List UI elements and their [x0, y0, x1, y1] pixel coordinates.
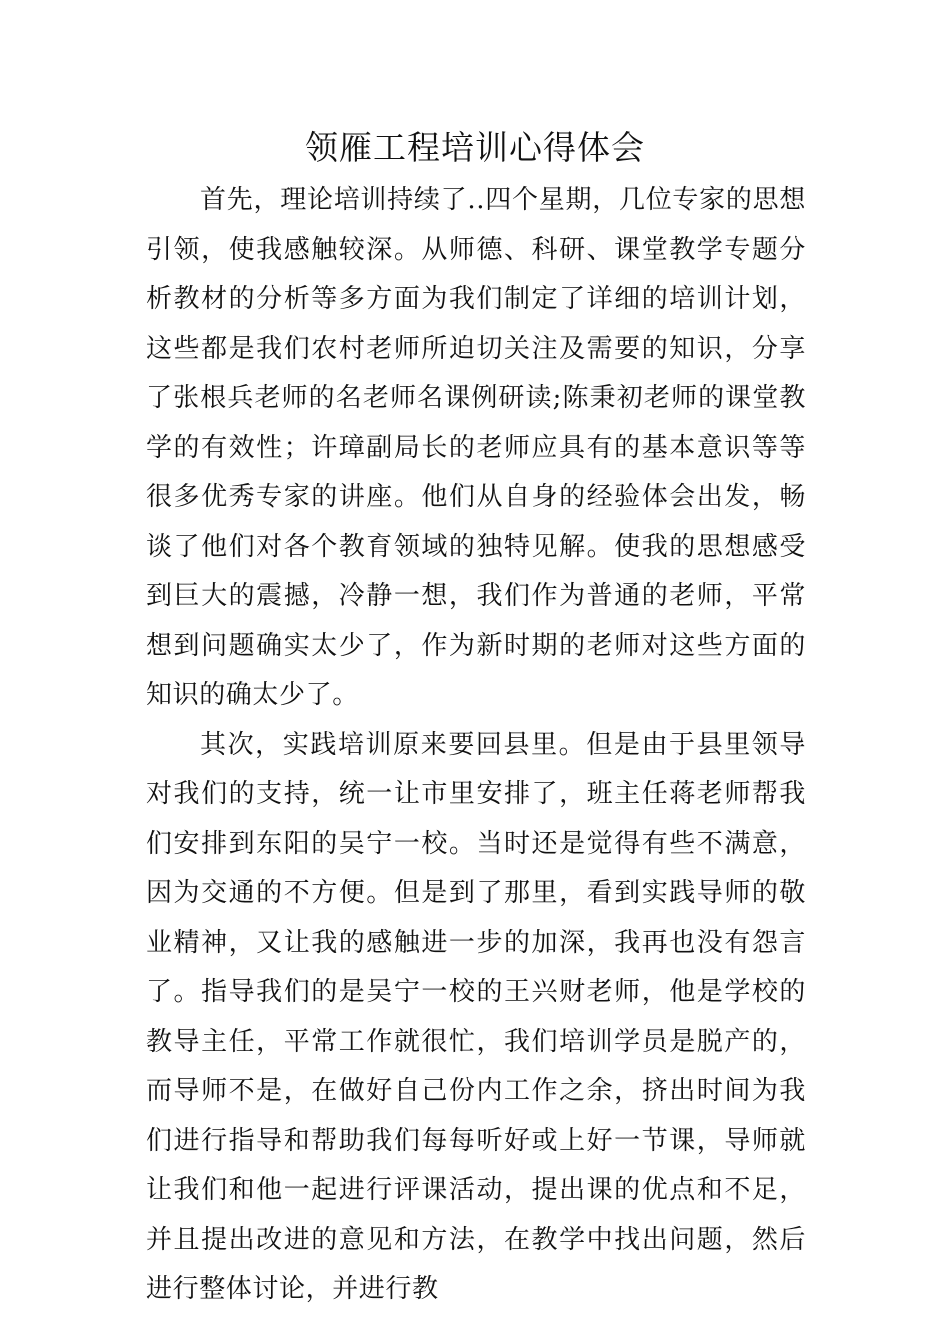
document-title: 领雁工程培训心得体会 [305, 128, 645, 167]
document-body [146, 176, 806, 1315]
paragraph-1: 首先，理论培训持续了..四个星期，几位专家的思想引领，使我感触较深。从师德、科研、课堂教学专题分析教材的分析等多方面为我们制定了详细的培训计划，这些都是我们农村老师所迫切关注及需要的知识，分享了张根兵老师的名老师名课例研读;陈秉初老师的课堂教学的有效性；许璋副局长的老师应具有的基本意识等等很多优秀专家的讲座。他们从自身的经验体会出发，畅谈了他们对各个教育领域的独特见解。使我的思想感受到巨大的震撼，冷静一想，我们作为普通的老师，平常想到问题确实太少了，作为新时期的老师对这些方面的知识的确太少了。 [146, 185, 806, 710]
paragraph-2: 其次，实践培训原来要回县里。但是由于县里领导对我们的支持，统一让市里安排了，班主任蒋老师帮我们安排到东阳的吴宁一校。当时还是觉得有些不满意，因为交通的不方便。但是到了那里，看到实践导师的敬业精神，又让我的感触进一步的加深，我再也没有怨言了。指导我们的是吴宁一校的王兴财老师，他是学校的教导主任，平常工作就很忙，我们培训学员是脱产的，而导师不是，在做好自己份内工作之余，挤出时间为我们进行指导和帮助我们每每听好或上好一节课，导师就让我们和他一起进行评课活动，提出课的优点和不足，并且提出改进的意见和方法，在教学中找出问题，然后进行整体讨论，并进行教 [146, 729, 806, 1304]
